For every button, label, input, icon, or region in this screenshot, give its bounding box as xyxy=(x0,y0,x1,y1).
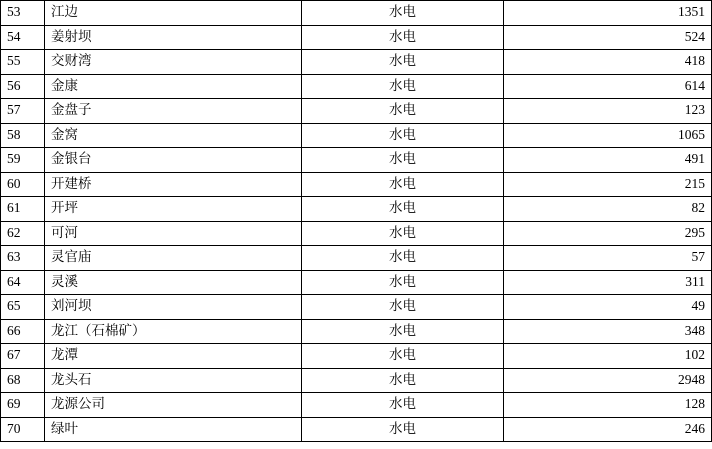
table-cell-index: 67 xyxy=(1,344,45,369)
table-cell-type: 水电 xyxy=(302,319,503,344)
table-row xyxy=(1,123,712,148)
table-row xyxy=(1,99,712,124)
table-cell-index: 64 xyxy=(1,270,45,295)
table-row xyxy=(1,221,712,246)
table-cell-value: 82 xyxy=(503,197,711,222)
table-cell-index: 68 xyxy=(1,368,45,393)
table-cell-name: 开建桥 xyxy=(45,172,302,197)
table-row xyxy=(1,417,712,442)
table-cell-name: 刘河坝 xyxy=(45,295,302,320)
table-cell-type: 水电 xyxy=(302,99,503,124)
table-cell-type: 水电 xyxy=(302,197,503,222)
table-cell-value: 614 xyxy=(503,74,711,99)
table-cell-index: 63 xyxy=(1,246,45,271)
table-cell-type: 水电 xyxy=(302,172,503,197)
table-cell-index: 65 xyxy=(1,295,45,320)
table-row xyxy=(1,246,712,271)
table-row xyxy=(1,50,712,75)
table-cell-type: 水电 xyxy=(302,221,503,246)
table-cell-name: 金盘子 xyxy=(45,99,302,124)
table-cell-name: 绿叶 xyxy=(45,417,302,442)
table-cell-value: 102 xyxy=(503,344,711,369)
table-cell-index: 54 xyxy=(1,25,45,50)
table-body xyxy=(1,1,712,442)
table-row xyxy=(1,148,712,173)
table-cell-value: 246 xyxy=(503,417,711,442)
table-cell-type: 水电 xyxy=(302,1,503,26)
table-row xyxy=(1,1,712,26)
table-cell-index: 61 xyxy=(1,197,45,222)
table-cell-type: 水电 xyxy=(302,393,503,418)
table-row xyxy=(1,270,712,295)
table-cell-type: 水电 xyxy=(302,295,503,320)
table-cell-type: 水电 xyxy=(302,344,503,369)
table-cell-value: 524 xyxy=(503,25,711,50)
table-cell-type: 水电 xyxy=(302,246,503,271)
table-cell-name: 龙源公司 xyxy=(45,393,302,418)
table-cell-name: 龙潭 xyxy=(45,344,302,369)
table-row xyxy=(1,172,712,197)
table-cell-name: 江边 xyxy=(45,1,302,26)
table-row xyxy=(1,319,712,344)
table-cell-index: 62 xyxy=(1,221,45,246)
table-row xyxy=(1,344,712,369)
table-cell-index: 60 xyxy=(1,172,45,197)
table-cell-value: 311 xyxy=(503,270,711,295)
table-cell-value: 418 xyxy=(503,50,711,75)
table-cell-type: 水电 xyxy=(302,148,503,173)
table-cell-name: 金窝 xyxy=(45,123,302,148)
table-cell-index: 70 xyxy=(1,417,45,442)
table-cell-index: 56 xyxy=(1,74,45,99)
table-cell-index: 53 xyxy=(1,1,45,26)
table-cell-index: 57 xyxy=(1,99,45,124)
table-cell-value: 57 xyxy=(503,246,711,271)
table-cell-type: 水电 xyxy=(302,50,503,75)
table-cell-value: 49 xyxy=(503,295,711,320)
table-cell-value: 215 xyxy=(503,172,711,197)
table-cell-value: 128 xyxy=(503,393,711,418)
table-cell-name: 金康 xyxy=(45,74,302,99)
table-cell-name: 可河 xyxy=(45,221,302,246)
table-cell-value: 2948 xyxy=(503,368,711,393)
table-cell-index: 58 xyxy=(1,123,45,148)
table-cell-value: 348 xyxy=(503,319,711,344)
table-cell-name: 灵溪 xyxy=(45,270,302,295)
table-cell-value: 491 xyxy=(503,148,711,173)
table-cell-value: 1065 xyxy=(503,123,711,148)
table-cell-name: 灵官庙 xyxy=(45,246,302,271)
table-row xyxy=(1,197,712,222)
table-cell-name: 姜射坝 xyxy=(45,25,302,50)
table-cell-type: 水电 xyxy=(302,74,503,99)
table-cell-name: 交财湾 xyxy=(45,50,302,75)
table-row xyxy=(1,393,712,418)
table-cell-name: 龙江（石棉矿） xyxy=(45,319,302,344)
table-cell-type: 水电 xyxy=(302,417,503,442)
table-row xyxy=(1,74,712,99)
table-row xyxy=(1,368,712,393)
table-row xyxy=(1,295,712,320)
table-cell-value: 1351 xyxy=(503,1,711,26)
table-cell-name: 开坪 xyxy=(45,197,302,222)
table-cell-type: 水电 xyxy=(302,270,503,295)
table-cell-index: 59 xyxy=(1,148,45,173)
table-cell-value: 295 xyxy=(503,221,711,246)
table-cell-value: 123 xyxy=(503,99,711,124)
table-cell-index: 55 xyxy=(1,50,45,75)
table-cell-type: 水电 xyxy=(302,123,503,148)
table-cell-type: 水电 xyxy=(302,25,503,50)
table-cell-index: 69 xyxy=(1,393,45,418)
table-row xyxy=(1,25,712,50)
table-cell-type: 水电 xyxy=(302,368,503,393)
table-cell-name: 龙头石 xyxy=(45,368,302,393)
table-cell-index: 66 xyxy=(1,319,45,344)
table-cell-name: 金银台 xyxy=(45,148,302,173)
